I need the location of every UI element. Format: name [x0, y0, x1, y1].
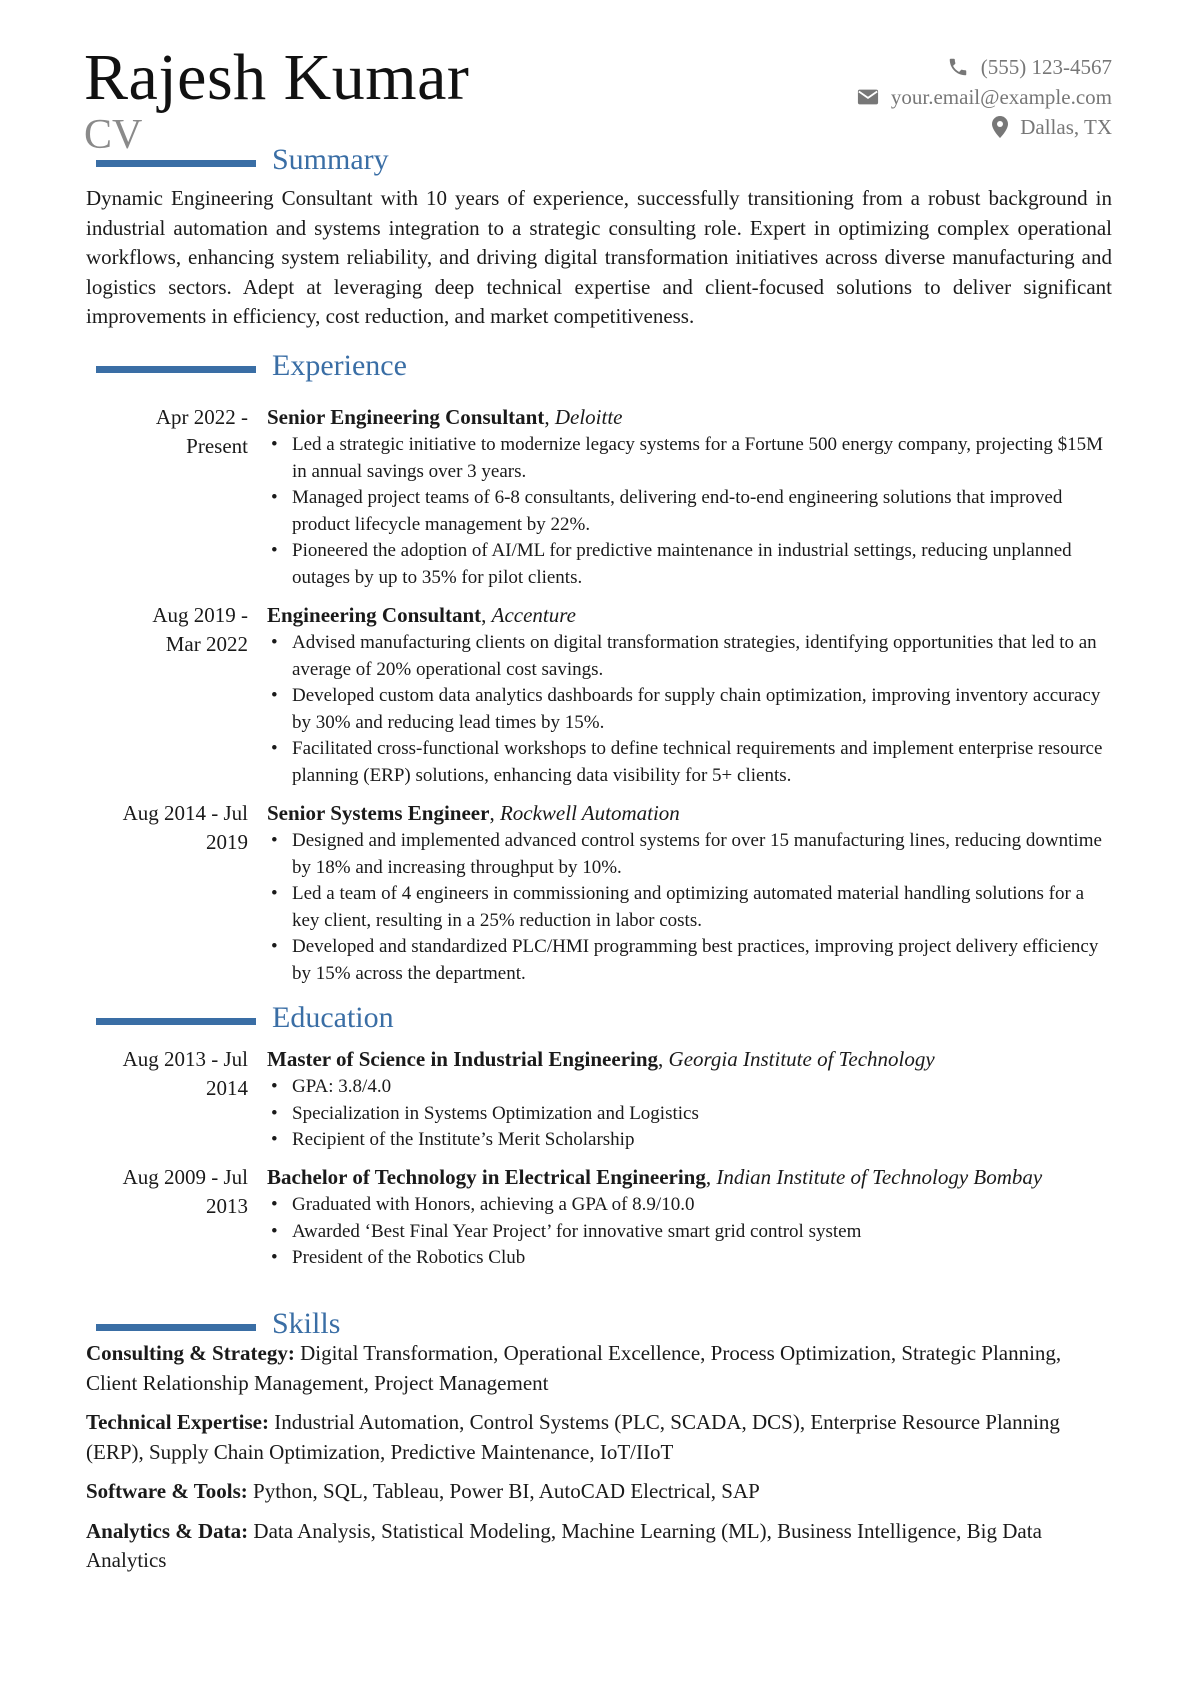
skill-label: Consulting & Strategy: [86, 1341, 295, 1365]
section-bar [96, 366, 256, 373]
job-title: Senior Systems Engineer [267, 801, 490, 825]
employer: Rockwell Automation [499, 801, 680, 825]
section-title: Experience [272, 349, 407, 382]
location-text: Dallas, TX [1020, 115, 1112, 139]
contact-email [857, 82, 1112, 112]
entry-date [86, 799, 248, 857]
date-start: Aug 2013 - Jul [122, 1047, 248, 1071]
bullet-list [267, 828, 1113, 987]
phone-icon [947, 56, 969, 78]
list-item: • Advised manufacturing clients on digital transformation strategies, identifying opportunities that led to an average of 20% operational cost savings. [267, 630, 1113, 683]
bullet-list [267, 432, 1113, 591]
list-item: • Designed and implemented advanced control systems for over 15 manufacturing lines, reducing downtime by 18% and increasing throughput by 10%. [267, 828, 1113, 881]
list-item: • Facilitated cross-functional workshops to define technical requirements and implement enterprise resource planning (ERP) solutions, enhancing data visibility for 5+ clients. [267, 736, 1113, 789]
list-item: • Recipient of the Institute’s Merit Scholarship [267, 1127, 1113, 1154]
list-item: • Led a team of 4 engineers in commissioning and optimizing automated material handling solutions for a key client, resulting in a 25% reduction in labor costs. [267, 881, 1113, 934]
employer: Accenture [491, 603, 576, 627]
entry-date [86, 601, 248, 659]
skill-label: Analytics & Data: [86, 1518, 249, 1543]
map-marker-icon [992, 116, 1008, 138]
contact-phone [857, 52, 1112, 82]
email-link[interactable]: your.email@example.com [890, 85, 1112, 109]
entry-body [267, 799, 1113, 987]
list-item: • GPA: 3.8/4.0 [267, 1074, 1113, 1101]
section-title: Education [272, 1001, 394, 1034]
skill-value: Python, SQL, Tableau, Power BI, AutoCAD Electrical, SAP [253, 1479, 760, 1503]
section-experience-heading [96, 348, 407, 384]
date-start: Aug 2014 - Jul [122, 801, 248, 825]
entry-role: Engineering Consultant, Accenture [267, 603, 576, 627]
section-bar [96, 1018, 256, 1025]
section-bar [96, 1324, 256, 1331]
section-title: Summary [272, 143, 389, 176]
entry-body [267, 1045, 1113, 1154]
degree: Master of Science in Industrial Engineering [267, 1047, 659, 1071]
bullet-list [267, 1074, 1113, 1154]
skills-list [86, 1339, 1116, 1576]
degree: Bachelor of Technology in Electrical Engineering [267, 1165, 706, 1189]
section-skills-heading [96, 1306, 340, 1342]
list-item: • Graduated with Honors, achieving a GPA of 8.9/10.0 [267, 1192, 1113, 1219]
job-title: Senior Engineering Consultant [267, 405, 545, 429]
skill-label: Software & Tools: [86, 1479, 248, 1503]
list-item: • Led a strategic initiative to modernize legacy systems for a Fortune 500 energy company, projecting $15M in annual savings over 3 years. [267, 432, 1113, 485]
skill-row [86, 1408, 1116, 1467]
bullet-list [267, 1192, 1113, 1272]
date-end: 2013 [206, 1194, 248, 1218]
list-item: • President of the Robotics Club [267, 1245, 1113, 1272]
list-item: • Awarded ‘Best Final Year Project’ for innovative smart grid control system [267, 1219, 1113, 1246]
section-summary-heading [96, 142, 389, 178]
envelope-icon [857, 88, 879, 106]
skill-row [86, 1477, 1116, 1507]
section-education-heading [96, 1000, 394, 1036]
section-bar [96, 160, 256, 167]
list-item: • Specialization in Systems Optimization and Logistics [267, 1101, 1113, 1128]
entry-role: Bachelor of Technology in Electrical Engineering, Indian Institute of Technology Bombay [267, 1165, 1043, 1189]
institution: Indian Institute of Technology Bombay [716, 1165, 1043, 1189]
date-end: Present [186, 434, 248, 458]
entry-date [86, 403, 248, 461]
skill-value: Industrial Automation, Control Systems (PLC, SCADA, DCS), Enterprise Resource Planning (ERP), Supply Chain Optimization, Predictive Maintenance, IoT/IIoT [86, 1410, 1060, 1464]
phone-text: (555) 123-4567 [980, 55, 1112, 79]
skill-value: Data Analysis, Statistical Modeling, Machine Learning (ML), Business Intelligence, Big Data Analytics [86, 1518, 1042, 1572]
contact-location [857, 112, 1112, 142]
contact-block [857, 52, 1112, 142]
date-end: 2014 [206, 1076, 248, 1100]
date-end: 2019 [206, 830, 248, 854]
institution: Georgia Institute of Technology [668, 1047, 935, 1071]
entry-body [267, 403, 1113, 591]
employer: Deloitte [554, 405, 623, 429]
skill-row [86, 1339, 1116, 1398]
date-start: Aug 2009 - Jul [122, 1165, 248, 1189]
entry-body [267, 1163, 1113, 1272]
entry-body [267, 601, 1113, 789]
entry-role: Master of Science in Industrial Engineering, Georgia Institute of Technology [267, 1047, 935, 1071]
candidate-name: Rajesh Kumar [84, 41, 470, 114]
list-item: • Pioneered the adoption of AI/ML for predictive maintenance in industrial settings, reducing unplanned outages by up to 35% for pilot clients. [267, 538, 1113, 591]
list-item: • Managed project teams of 6-8 consultants, delivering end-to-end engineering solutions that improved product lifecycle management by 22%. [267, 485, 1113, 538]
entry-date [86, 1045, 248, 1103]
summary-text: Dynamic Engineering Consultant with 10 years of experience, successfully transitioning from a robust background in industrial automation and systems integration to a strategic consulting role. Expert in optimizing complex operational workflows, enhancing system reliability, and driving digital transformation initiatives across diverse manufacturing and logistics sectors. Adept at leveraging deep technical expertise and client-focused solutions to deliver significant improvements in efficiency, cost reduction, and market competitiveness. [86, 186, 1112, 328]
section-title: Skills [272, 1307, 341, 1340]
skill-value: Digital Transformation, Operational Excellence, Process Optimization, Strategic Planning, Client Relationship Management, Project Management [86, 1341, 1062, 1395]
entry-role: Senior Systems Engineer, Rockwell Automation [267, 801, 680, 825]
date-start: Aug 2019 - [152, 603, 248, 627]
list-item: • Developed custom data analytics dashboards for supply chain optimization, improving inventory accuracy by 30% and reducing lead times by 15%. [267, 683, 1113, 736]
entry-role: Senior Engineering Consultant, Deloitte [267, 405, 623, 429]
date-end: Mar 2022 [165, 632, 248, 656]
entry-date [86, 1163, 248, 1221]
skill-row [86, 1517, 1116, 1576]
date-start: Apr 2022 - [155, 405, 248, 429]
list-item: • Developed and standardized PLC/HMI programming best practices, improving project delivery efficiency by 15% across the department. [267, 934, 1113, 987]
skill-label: Technical Expertise: [86, 1410, 269, 1434]
bullet-list [267, 630, 1113, 789]
job-title: Engineering Consultant [267, 603, 482, 627]
document-subtitle: CV [84, 112, 143, 158]
